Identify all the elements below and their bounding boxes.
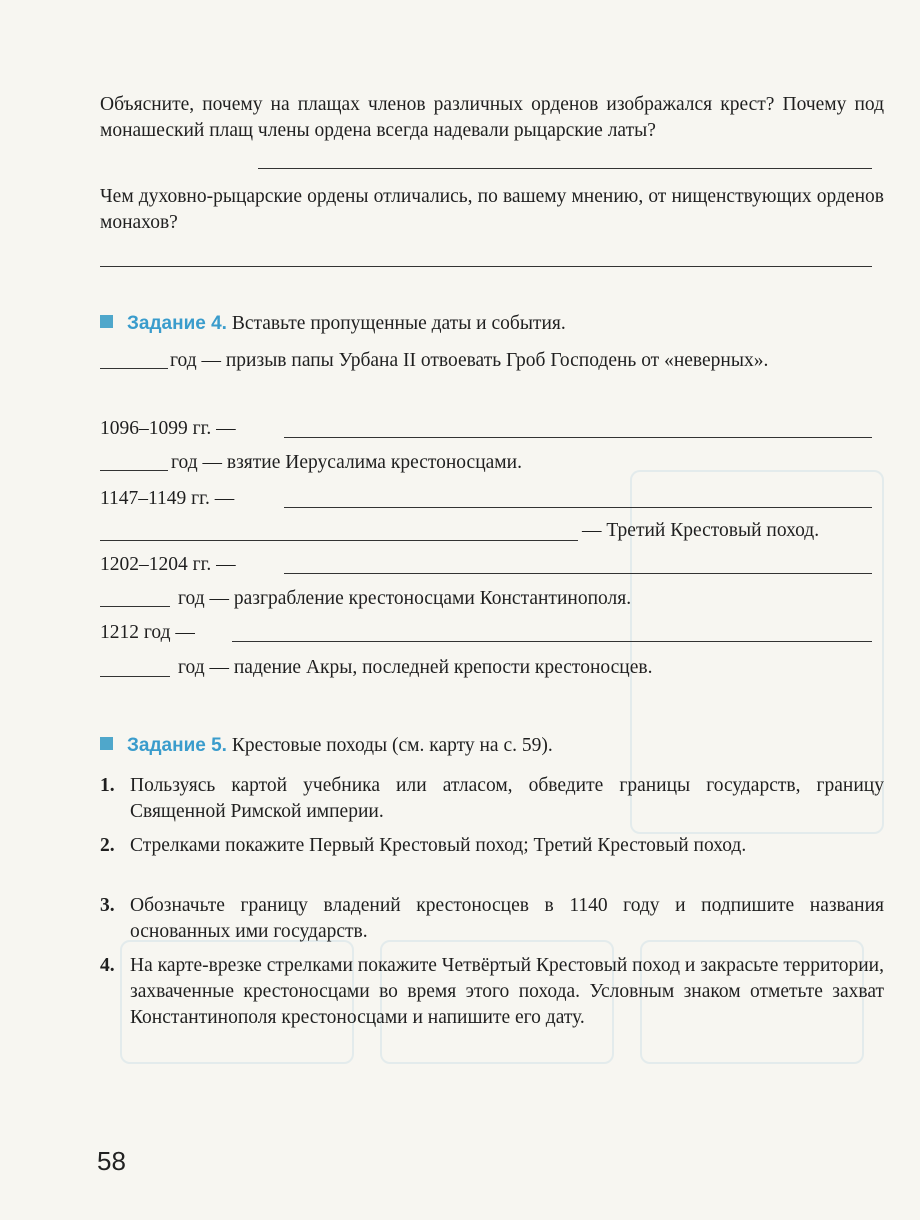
item-number: 1.: [100, 775, 115, 796]
task-5-item-2: Стрелками покажите Первый Крестовый поход; Третий Крестовый поход.: [130, 835, 747, 856]
task-5-item-3: Обозначьте границу владений крестоносцев в 1140 году и подпишите названия основанных ими государств.: [130, 895, 884, 942]
date-blank-5[interactable]: [100, 540, 578, 541]
task-marker-icon: [100, 315, 113, 328]
task-5-instruction: Крестовые походы (см. карту на с. 59).: [231, 735, 553, 756]
item-number: 2.: [100, 835, 115, 856]
event-blank-8[interactable]: [232, 641, 872, 642]
task-4-row-3: год — взятие Иерусалима крестоносцами.: [171, 452, 522, 473]
answer-line[interactable]: [100, 266, 872, 267]
event-blank-6[interactable]: [284, 573, 872, 574]
answer-line[interactable]: [258, 168, 872, 169]
task-marker-icon: [100, 737, 113, 750]
row-1-text: год — призыв папы Урбана II отвоевать Гроб Господень от «неверных».: [170, 350, 769, 371]
task-4-label: Задание 4.: [127, 313, 227, 334]
item-number: 4.: [100, 955, 115, 976]
task-4-instruction: Вставьте пропущенные даты и события.: [231, 313, 566, 334]
event-blank-4[interactable]: [284, 507, 872, 508]
item-number: 3.: [100, 895, 115, 916]
task-4-row-8: 1212 год —: [100, 622, 195, 643]
task-4-row-5: — Третий Крестовый поход.: [582, 520, 820, 541]
task-5-label: Задание 5.: [127, 735, 227, 756]
task-5-item-4: На карте-врезке стрелками покажите Четвёртый Крестовый поход и закрасьте территории, захваченные крестоносцами во время этого похода. Условным знаком отметьте захват Константинополя крестоносцами и напишите его дату.: [130, 955, 884, 1028]
task-4-row-7: год — разграбление крестоносцами Константинополя.: [178, 588, 632, 609]
task-4-row-2: 1096–1099 гг. —: [100, 418, 236, 439]
date-blank-3[interactable]: [100, 470, 168, 471]
task-4-row-6: 1202–1204 гг. —: [100, 554, 236, 575]
question-cross-text: Объясните, почему на плащах членов различных орденов изображался крест? Почему под монашеский плащ члены ордена всегда надевали рыцарские латы?: [100, 94, 884, 141]
date-blank-7[interactable]: [100, 606, 170, 607]
task-5-item-1: Пользуясь картой учебника или атласом, обведите границы государств, границу Священной Римской империи.: [130, 775, 884, 822]
page-number: 58: [97, 1146, 126, 1176]
task-4-row-4: 1147–1149 гг. —: [100, 488, 235, 509]
date-blank-9[interactable]: [100, 676, 170, 677]
event-blank-2[interactable]: [284, 437, 872, 438]
task-5-header: [100, 733, 553, 759]
task-4-row-9: год — падение Акры, последней крепости крестоносцев.: [178, 657, 653, 678]
question-orders-text: Чем духовно-рыцарские ордены отличались, по вашему мнению, от нищенствующих орденов монахов?: [100, 186, 884, 233]
task-4-header: [100, 311, 566, 337]
task-4-row-1: [100, 348, 884, 374]
